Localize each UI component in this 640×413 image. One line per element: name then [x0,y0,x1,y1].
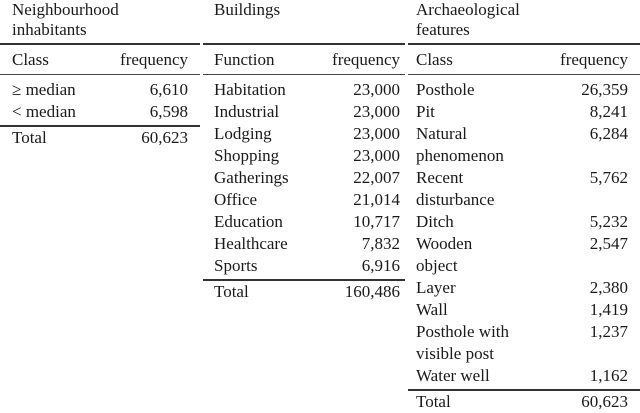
table-row [0,79,200,101]
column-header-frequency: frequency [560,50,628,69]
table-title: Buildings [214,0,281,19]
table-title: Archaeological features [416,0,520,39]
row-label: Shopping [214,146,280,165]
row-frequency: 8,241 [589,102,628,121]
table-row [203,145,405,167]
column-header-frequency: frequency [332,50,400,69]
row-frequency: 7,832 [361,234,400,253]
total-row [0,127,200,149]
row-label: Wooden object [416,234,473,275]
buildings-table [203,0,405,303]
column-header-class: Function [214,50,275,69]
table-row [203,255,405,277]
row-frequency: 2,547 [589,234,628,253]
total-label: Total [416,392,451,411]
row-label: Pit [416,102,435,121]
row-label: Wall [416,300,448,319]
table-row [408,365,640,387]
row-label: Gatherings [214,168,289,187]
row-label: Posthole [416,80,475,99]
column-header-class: Class [416,50,453,69]
table-row [408,79,640,101]
table-row [408,101,640,123]
row-frequency: 5,762 [589,168,628,187]
table-row [203,233,405,255]
row-label: Natural phenomenon [416,124,504,165]
total-label: Total [12,128,47,147]
total-row [203,281,405,303]
total-label: Total [214,282,249,301]
row-label: Office [214,190,258,209]
table-row [203,101,405,123]
header-row [408,45,640,74]
row-label: Lodging [214,124,272,143]
total-value: 60,623 [141,128,188,147]
row-label: Industrial [214,102,280,121]
table-row [203,123,405,145]
table-row [408,167,640,211]
row-frequency: 23,000 [353,124,400,143]
table-row [203,189,405,211]
row-label: ≥ median [12,80,76,99]
row-frequency: 23,000 [353,80,400,99]
row-label: Education [214,212,283,231]
table-row [408,321,640,365]
row-frequency: 1,419 [589,300,628,319]
table-row [408,211,640,233]
total-value: 160,486 [344,282,400,301]
row-frequency: 2,380 [589,278,628,297]
row-frequency: 1,237 [589,322,628,341]
table-row [203,79,405,101]
table-row [408,277,640,299]
total-row [408,391,640,413]
row-frequency: 6,916 [361,256,400,275]
archaeological-features-table [408,0,640,413]
row-label: Ditch [416,212,454,231]
header-row [0,45,200,74]
table-row [408,123,640,167]
table-row [0,101,200,123]
row-frequency: 1,162 [589,366,628,385]
row-frequency: 22,007 [353,168,400,187]
row-label: Water well [416,366,490,385]
row-frequency: 10,717 [353,212,400,231]
row-frequency: 5,232 [589,212,628,231]
row-frequency: 26,359 [581,80,628,99]
row-frequency: 23,000 [353,146,400,165]
neighbourhood-inhabitants-table [0,0,200,149]
row-label: Healthcare [214,234,288,253]
row-frequency: 23,000 [353,102,400,121]
row-frequency: 6,284 [589,124,628,143]
row-label: Layer [416,278,456,297]
header-row [203,45,405,74]
row-frequency: 6,610 [149,80,188,99]
row-frequency: 6,598 [149,102,188,121]
column-header-class: Class [12,50,49,69]
column-header-frequency: frequency [120,50,188,69]
table-row [408,233,640,277]
row-label: Posthole with visible post [416,322,510,363]
table-title: Neighbourhood inhabitants [12,0,119,39]
row-label: < median [12,102,76,121]
table-row [408,299,640,321]
row-label: Sports [214,256,258,275]
row-label: Habitation [214,80,286,99]
table-row [203,167,405,189]
total-value: 60,623 [581,392,628,411]
table-row [203,211,405,233]
row-label: Recent disturbance [416,168,495,209]
row-frequency: 21,014 [353,190,400,209]
